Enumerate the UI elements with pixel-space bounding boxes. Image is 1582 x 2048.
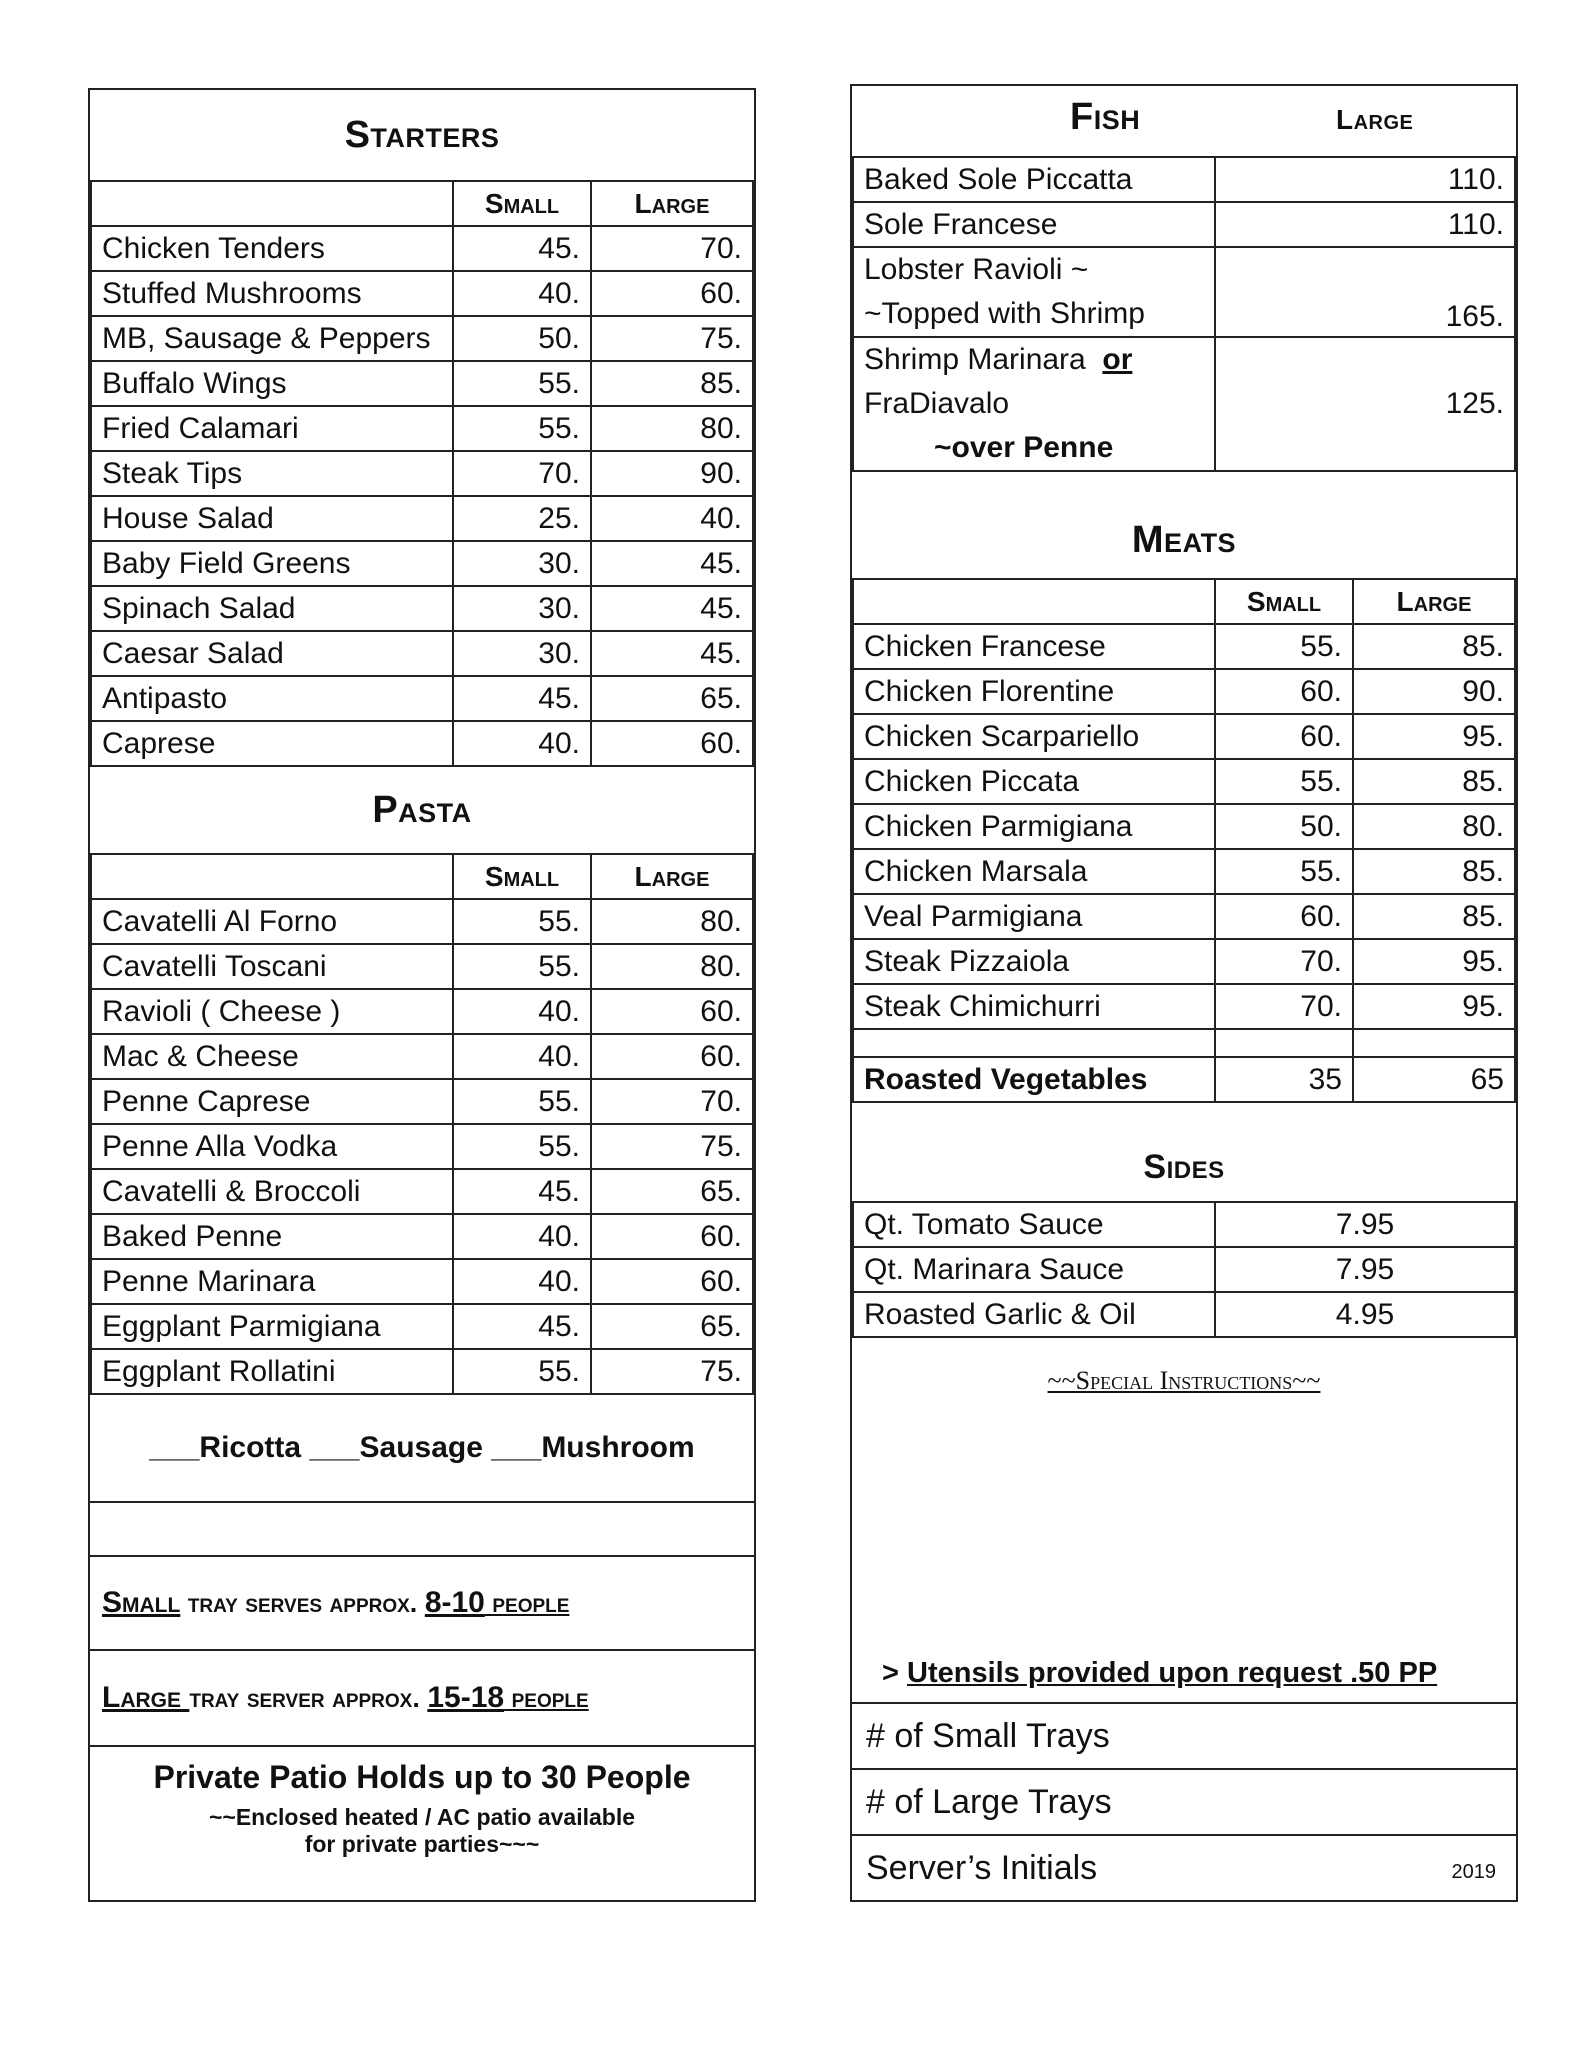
meat-item-large-price: 80. bbox=[1353, 804, 1515, 849]
small-tray-text: tray serves approx. bbox=[180, 1588, 418, 1618]
fish-item-name: Sole Francese bbox=[853, 202, 1215, 247]
pasta-item-name: Cavatelli Toscani bbox=[91, 944, 453, 989]
starter-item-small-price: 70. bbox=[453, 451, 591, 496]
starter-item-row bbox=[91, 586, 753, 631]
starter-item-small-price: 50. bbox=[453, 316, 591, 361]
meat-item-large-price: 95. bbox=[1353, 984, 1515, 1029]
pasta-item-row bbox=[91, 1034, 753, 1079]
ricotta-option: Ricotta bbox=[199, 1431, 302, 1464]
starter-item-row bbox=[91, 631, 753, 676]
fish-col-large: Large bbox=[1336, 104, 1414, 135]
sides-table bbox=[852, 1201, 1516, 1338]
side-item-name: Qt. Marinara Sauce bbox=[853, 1247, 1215, 1292]
pasta-item-small-price: 55. bbox=[453, 1349, 591, 1394]
small-trays-field[interactable]: # of Small Trays bbox=[852, 1702, 1516, 1768]
shrimp-line3: ~over Penne bbox=[934, 431, 1114, 464]
pasta-item-row bbox=[91, 1259, 753, 1304]
fish-item-large-price: 110. bbox=[1215, 202, 1515, 247]
pasta-item-name: Eggplant Rollatini bbox=[91, 1349, 453, 1394]
starter-item-name: Chicken Tenders bbox=[91, 226, 453, 271]
large-tray-text: tray server approx. bbox=[189, 1683, 420, 1713]
meat-item-name: Chicken Scarpariello bbox=[853, 714, 1215, 759]
pasta-item-row bbox=[91, 1304, 753, 1349]
starter-item-large-price: 45. bbox=[591, 631, 753, 676]
side-item-row bbox=[853, 1292, 1515, 1337]
starter-item-name: Fried Calamari bbox=[91, 406, 453, 451]
side-item-name: Qt. Tomato Sauce bbox=[853, 1202, 1215, 1247]
meat-item-name: Chicken Parmigiana bbox=[853, 804, 1215, 849]
starters-table bbox=[90, 180, 754, 767]
patio-info bbox=[90, 1745, 754, 1873]
starter-item-small-price: 45. bbox=[453, 676, 591, 721]
starter-item-small-price: 55. bbox=[453, 361, 591, 406]
starter-item-name: MB, Sausage & Peppers bbox=[91, 316, 453, 361]
roasted-vegetables-row bbox=[853, 1057, 1515, 1102]
shrimp-or: or bbox=[1102, 343, 1133, 376]
starter-item-row bbox=[91, 406, 753, 451]
small-tray-info bbox=[90, 1555, 754, 1649]
pasta-item-large-price: 75. bbox=[591, 1124, 753, 1169]
starter-item-name: Steak Tips bbox=[91, 451, 453, 496]
small-tray-people: people bbox=[484, 1588, 570, 1618]
meats-col-small: Small bbox=[1215, 579, 1353, 624]
starter-item-row bbox=[91, 721, 753, 766]
lobster-line1: Lobster Ravioli ~ bbox=[864, 253, 1089, 286]
large-tray-people: people bbox=[504, 1683, 589, 1713]
special-instructions-box[interactable] bbox=[852, 1338, 1516, 1702]
starter-item-large-price: 60. bbox=[591, 271, 753, 316]
pasta-item-large-price: 65. bbox=[591, 1169, 753, 1214]
small-tray-count: 8-10 bbox=[424, 1586, 485, 1619]
patio-line2: for private parties~~~ bbox=[304, 1831, 540, 1857]
pasta-item-row bbox=[91, 989, 753, 1034]
utensils-prefix: > bbox=[882, 1657, 907, 1689]
starter-item-large-price: 70. bbox=[591, 226, 753, 271]
server-initials-field[interactable] bbox=[852, 1834, 1516, 1900]
meat-item-small-price: 70. bbox=[1215, 939, 1353, 984]
meat-item-small-price: 55. bbox=[1215, 849, 1353, 894]
meat-item-small-price: 50. bbox=[1215, 804, 1353, 849]
side-item-row bbox=[853, 1202, 1515, 1247]
meat-item-row bbox=[853, 714, 1515, 759]
starter-item-row bbox=[91, 271, 753, 316]
meats-title: Meats bbox=[1131, 519, 1237, 561]
meat-item-small-price: 60. bbox=[1215, 894, 1353, 939]
pasta-item-small-price: 45. bbox=[453, 1304, 591, 1349]
starter-item-large-price: 80. bbox=[591, 406, 753, 451]
starter-item-large-price: 45. bbox=[591, 541, 753, 586]
starter-item-small-price: 45. bbox=[453, 226, 591, 271]
pasta-item-small-price: 40. bbox=[453, 1034, 591, 1079]
starter-item-row bbox=[91, 541, 753, 586]
pasta-item-large-price: 60. bbox=[591, 989, 753, 1034]
meat-item-small-price: 60. bbox=[1215, 669, 1353, 714]
sausage-option: Sausage bbox=[359, 1431, 483, 1464]
meat-item-row bbox=[853, 849, 1515, 894]
starter-item-row bbox=[91, 316, 753, 361]
pasta-item-small-price: 40. bbox=[453, 1214, 591, 1259]
pasta-item-large-price: 60. bbox=[591, 1034, 753, 1079]
meat-item-row bbox=[853, 894, 1515, 939]
lobster-line2: ~Topped with Shrimp bbox=[864, 297, 1145, 330]
starter-item-name: Caesar Salad bbox=[91, 631, 453, 676]
lobster-row bbox=[853, 247, 1515, 337]
meat-item-small-price: 60. bbox=[1215, 714, 1353, 759]
starter-item-small-price: 40. bbox=[453, 721, 591, 766]
meat-item-large-price: 95. bbox=[1353, 714, 1515, 759]
left-menu-column bbox=[88, 88, 756, 1902]
starter-item-large-price: 85. bbox=[591, 361, 753, 406]
pasta-header-row bbox=[91, 854, 753, 899]
meat-item-row bbox=[853, 804, 1515, 849]
starter-item-name: House Salad bbox=[91, 496, 453, 541]
patio-headline: Private Patio Holds up to 30 People bbox=[153, 1759, 691, 1795]
pasta-item-name: Penne Caprese bbox=[91, 1079, 453, 1124]
starters-title: Starters bbox=[344, 114, 500, 156]
large-trays-field[interactable]: # of Large Trays bbox=[852, 1768, 1516, 1834]
large-tray-count: 15-18 bbox=[427, 1681, 505, 1714]
roasted-vegetables-name: Roasted Vegetables bbox=[853, 1057, 1215, 1102]
meat-item-name: Chicken Piccata bbox=[853, 759, 1215, 804]
pasta-item-name: Ravioli ( Cheese ) bbox=[91, 989, 453, 1034]
pasta-item-large-price: 65. bbox=[591, 1304, 753, 1349]
pasta-table bbox=[90, 853, 754, 1395]
side-item-name: Roasted Garlic & Oil bbox=[853, 1292, 1215, 1337]
pasta-item-small-price: 45. bbox=[453, 1169, 591, 1214]
pasta-header-blank bbox=[91, 854, 453, 899]
starter-item-name: Baby Field Greens bbox=[91, 541, 453, 586]
pasta-item-name: Penne Alla Vodka bbox=[91, 1124, 453, 1169]
starter-item-small-price: 55. bbox=[453, 406, 591, 451]
fish-item-name: Baked Sole Piccatta bbox=[853, 157, 1215, 202]
roasted-vegetables-large: 65 bbox=[1353, 1057, 1515, 1102]
starter-item-row bbox=[91, 226, 753, 271]
sausage-blank[interactable]: ___ bbox=[309, 1431, 360, 1464]
meat-item-name: Steak Chimichurri bbox=[853, 984, 1215, 1029]
meat-item-name: Veal Parmigiana bbox=[853, 894, 1215, 939]
fish-item-large-price: 110. bbox=[1215, 157, 1515, 202]
pasta-item-small-price: 55. bbox=[453, 1124, 591, 1169]
large-tray-word: Large bbox=[102, 1681, 190, 1714]
shrimp-line2: FraDiavalo bbox=[864, 387, 1010, 420]
meat-item-name: Chicken Florentine bbox=[853, 669, 1215, 714]
fish-title: Fish bbox=[1070, 96, 1141, 138]
fish-header bbox=[852, 86, 1516, 158]
shrimp-price: 125. bbox=[1215, 337, 1515, 471]
side-item-price: 4.95 bbox=[1215, 1292, 1515, 1337]
starter-item-small-price: 30. bbox=[453, 631, 591, 676]
pasta-item-name: Cavatelli & Broccoli bbox=[91, 1169, 453, 1214]
meats-table bbox=[852, 578, 1516, 1103]
pasta-item-small-price: 55. bbox=[453, 944, 591, 989]
meat-item-small-price: 70. bbox=[1215, 984, 1353, 1029]
meat-item-name: Steak Pizzaiola bbox=[853, 939, 1215, 984]
pasta-item-small-price: 55. bbox=[453, 1079, 591, 1124]
meat-item-name: Chicken Marsala bbox=[853, 849, 1215, 894]
side-item-price: 7.95 bbox=[1215, 1202, 1515, 1247]
starter-item-small-price: 30. bbox=[453, 586, 591, 631]
pasta-item-name: Mac & Cheese bbox=[91, 1034, 453, 1079]
fish-table bbox=[852, 156, 1516, 472]
fish-item-row bbox=[853, 202, 1515, 247]
pasta-item-row bbox=[91, 1349, 753, 1394]
utensils-text: Utensils provided upon request .50 PP bbox=[907, 1657, 1438, 1689]
starter-item-large-price: 90. bbox=[591, 451, 753, 496]
pasta-item-large-price: 60. bbox=[591, 1259, 753, 1304]
pasta-item-small-price: 55. bbox=[453, 899, 591, 944]
meats-header-blank bbox=[853, 579, 1215, 624]
pasta-item-name: Penne Marinara bbox=[91, 1259, 453, 1304]
mushroom-blank[interactable]: ___ bbox=[491, 1431, 542, 1464]
meats-spacer-row bbox=[853, 1029, 1515, 1057]
pasta-item-name: Cavatelli Al Forno bbox=[91, 899, 453, 944]
starters-col-small: Small bbox=[453, 181, 591, 226]
lobster-price: 165. bbox=[1215, 247, 1515, 337]
starter-item-small-price: 30. bbox=[453, 541, 591, 586]
right-menu-column bbox=[850, 84, 1518, 1902]
pasta-item-row bbox=[91, 944, 753, 989]
starter-item-small-price: 40. bbox=[453, 271, 591, 316]
pasta-item-large-price: 75. bbox=[591, 1349, 753, 1394]
server-initials-label: Server’s Initials bbox=[866, 1849, 1098, 1887]
roasted-vegetables-small: 35 bbox=[1215, 1057, 1353, 1102]
fish-item-row bbox=[853, 157, 1515, 202]
starter-item-row bbox=[91, 496, 753, 541]
small-tray-word: Small bbox=[102, 1586, 181, 1619]
year-label: 2019 bbox=[1451, 1861, 1496, 1883]
starter-item-name: Caprese bbox=[91, 721, 453, 766]
pasta-item-large-price: 70. bbox=[591, 1079, 753, 1124]
pasta-item-row bbox=[91, 1214, 753, 1259]
pasta-item-row bbox=[91, 1124, 753, 1169]
meat-item-row bbox=[853, 939, 1515, 984]
meat-item-large-price: 90. bbox=[1353, 669, 1515, 714]
starter-item-large-price: 45. bbox=[591, 586, 753, 631]
starter-item-name: Spinach Salad bbox=[91, 586, 453, 631]
utensils-note bbox=[882, 1657, 1437, 1690]
meats-header-row bbox=[853, 579, 1515, 624]
pasta-item-row bbox=[91, 1079, 753, 1124]
starter-item-name: Stuffed Mushrooms bbox=[91, 271, 453, 316]
meat-item-small-price: 55. bbox=[1215, 624, 1353, 669]
patio-line1: ~~Enclosed heated / AC patio available bbox=[208, 1804, 636, 1830]
starter-item-large-price: 75. bbox=[591, 316, 753, 361]
starter-item-row bbox=[91, 676, 753, 721]
starters-header-row bbox=[91, 181, 753, 226]
starter-item-name: Antipasto bbox=[91, 676, 453, 721]
meats-col-large: Large bbox=[1353, 579, 1515, 624]
pasta-col-large: Large bbox=[591, 854, 753, 899]
special-instructions-title: ~~Special Instructions~~ bbox=[1047, 1366, 1321, 1395]
sides-title: Sides bbox=[1143, 1148, 1225, 1186]
starters-header-blank bbox=[91, 181, 453, 226]
starter-item-row bbox=[91, 361, 753, 406]
pasta-item-small-price: 40. bbox=[453, 1259, 591, 1304]
meat-item-large-price: 95. bbox=[1353, 939, 1515, 984]
meat-item-large-price: 85. bbox=[1353, 849, 1515, 894]
meat-item-large-price: 85. bbox=[1353, 894, 1515, 939]
pasta-item-name: Eggplant Parmigiana bbox=[91, 1304, 453, 1349]
starter-item-name: Buffalo Wings bbox=[91, 361, 453, 406]
pasta-item-row bbox=[91, 1169, 753, 1214]
meat-item-row bbox=[853, 669, 1515, 714]
meat-item-name: Chicken Francese bbox=[853, 624, 1215, 669]
blank-row bbox=[90, 1501, 754, 1555]
pasta-item-large-price: 60. bbox=[591, 1214, 753, 1259]
meat-item-large-price: 85. bbox=[1353, 759, 1515, 804]
meat-item-row bbox=[853, 624, 1515, 669]
meat-item-large-price: 85. bbox=[1353, 624, 1515, 669]
shrimp-line1: Shrimp Marinara bbox=[864, 343, 1086, 376]
starter-item-large-price: 40. bbox=[591, 496, 753, 541]
side-item-row bbox=[853, 1247, 1515, 1292]
pasta-col-small: Small bbox=[453, 854, 591, 899]
ricotta-blank[interactable]: ___ bbox=[149, 1431, 200, 1464]
starter-item-large-price: 60. bbox=[591, 721, 753, 766]
pasta-options bbox=[90, 1395, 754, 1501]
meat-item-row bbox=[853, 759, 1515, 804]
starters-col-large: Large bbox=[591, 181, 753, 226]
pasta-item-small-price: 40. bbox=[453, 989, 591, 1034]
side-item-price: 7.95 bbox=[1215, 1247, 1515, 1292]
large-tray-info bbox=[90, 1649, 754, 1745]
starter-item-row bbox=[91, 451, 753, 496]
starter-item-small-price: 25. bbox=[453, 496, 591, 541]
meat-item-small-price: 55. bbox=[1215, 759, 1353, 804]
pasta-item-row bbox=[91, 899, 753, 944]
pasta-item-large-price: 80. bbox=[591, 944, 753, 989]
pasta-item-name: Baked Penne bbox=[91, 1214, 453, 1259]
pasta-title: Pasta bbox=[372, 789, 472, 831]
starter-item-large-price: 65. bbox=[591, 676, 753, 721]
pasta-item-large-price: 80. bbox=[591, 899, 753, 944]
meat-item-row bbox=[853, 984, 1515, 1029]
mushroom-option: Mushroom bbox=[541, 1431, 695, 1464]
shrimp-row bbox=[853, 337, 1515, 471]
